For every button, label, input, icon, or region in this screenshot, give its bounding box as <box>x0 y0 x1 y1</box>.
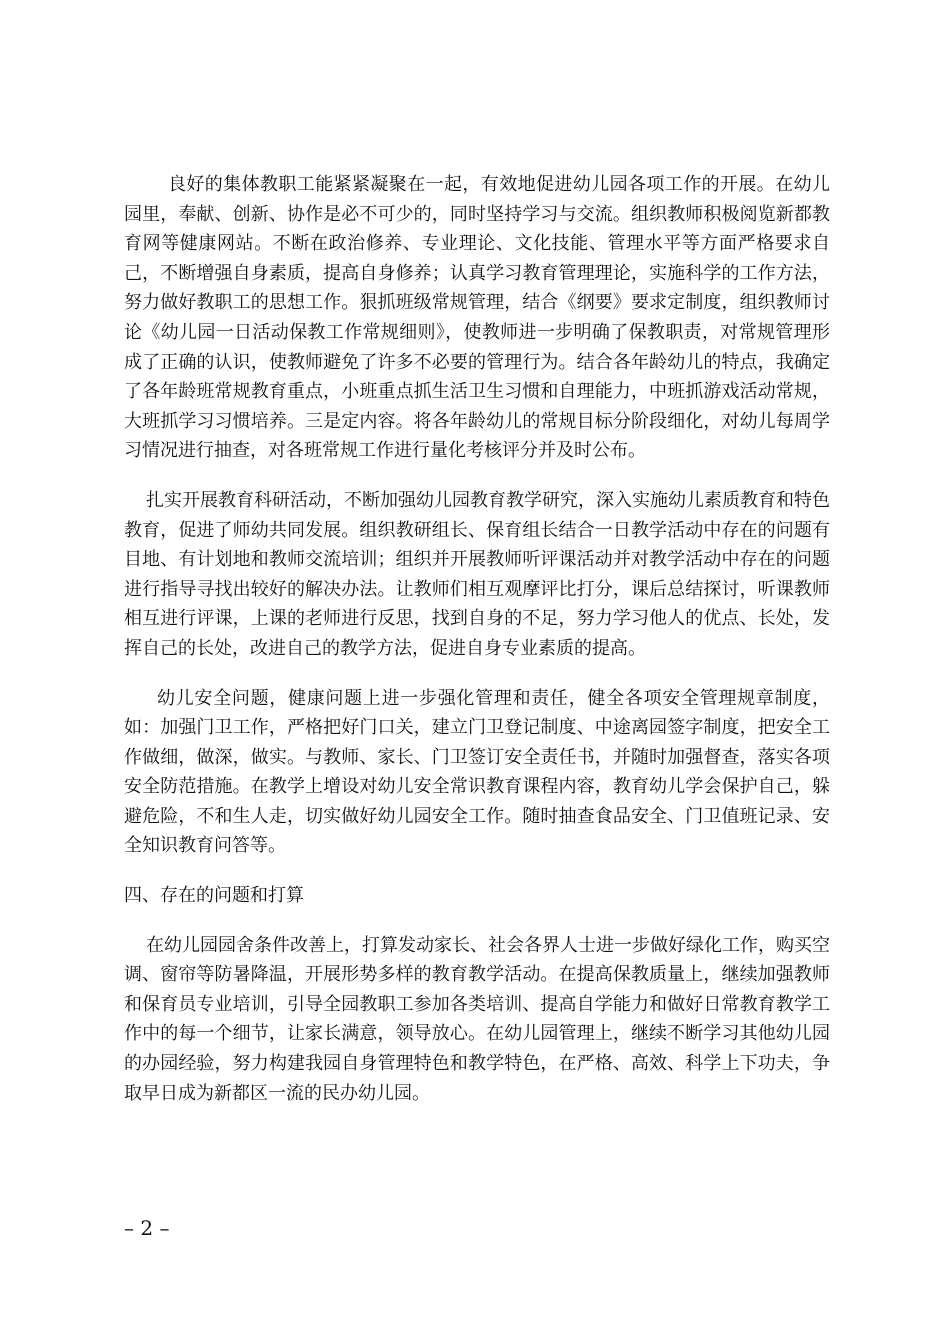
page-number: – 2 – <box>124 1216 170 1240</box>
paragraph-teaching-research: 扎实开展教育科研活动，不断加强幼儿园教育教学研究，深入实施幼儿素质教育和特色教育，促进了师幼共同发展。组织教研组长、保育组长结合一日教学活动中存在的问题有目地、有计划地和教师交流培训；组织并开展教师听评课活动并对教学活动中存在的问题进行指导寻找出较好的解决办法。让教师们相互观摩评比打分，课后总结探讨，听课教师相互进行评课，上课的老师进行反思，找到自身的不足，努力学习他人的优点、长处，发挥自己的长处，改进自己的教学方法，促进自身专业素质的提高。 <box>124 489 830 659</box>
paragraph-plans: 在幼儿园园舍条件改善上，打算发动家长、社会各界人士进一步做好绿化工作，购买空调、窗帘等防暑降温，开展形势多样的教育教学活动。在提高保教质量上，继续加强教师和保育员专业培训，引导全园教职工参加各类培训、提高自学能力和做好日常教育教学工作中的每一个细节，让家长满意，领导放心。在幼儿园管理上，继续不断学习其他幼儿园的办园经验，努力构建我园自身管理特色和教学特色，在严格、高效、科学上下功夫，争取早日成为新都区一流的民办幼儿园。 <box>124 934 830 1104</box>
document-body <box>124 170 830 1108</box>
section-heading: 四、存在的问题和打算 <box>124 885 304 907</box>
paragraph-child-safety: 幼儿安全问题，健康问题上进一步强化管理和责任，健全各项安全管理规章制度，如：加强门卫工作，严格把好门口关，建立门卫登记制度、中途离园签字制度，把安全工作做细，做深，做实。与教师、家长、门卫签订安全责任书，并随时加强督查，落实各项安全防范措施。在教学上增设对幼儿安全常识教育课程内容，教育幼儿学会保护自己，躲避危险，不和生人走，切实做好幼儿园安全工作。随时抽查食品安全、门卫值班记录、安全知识教育问答等。 <box>124 687 830 857</box>
paragraph-staff-cohesion: 良好的集体教职工能紧紧凝聚在一起，有效地促进幼儿园各项工作的开展。在幼儿园里，奉献、创新、协作是必不可少的，同时坚持学习与交流。组织教师积极阅览新都教育网等健康网站。不断在政治修养、专业理论、文化技能、管理水平等方面严格要求自己，不断增强自身素质，提高自身修养；认真学习教育管理理论，实施科学的工作方法，努力做好教职工的思想工作。狠抓班级常规管理，结合《纲要》要求定制度，组织教师讨论《幼儿园一日活动保教工作常规细则》，使教师进一步明确了保教职责，对常规管理形成了正确的认识，使教师避免了许多不必要的管理行为。结合各年龄幼儿的特点，我确定了各年龄班常规教育重点，小班重点抓生活卫生习惯和自理能力，中班抓游戏活动常规，大班抓学习习惯培养。三是定内容。将各年龄幼儿的常规目标分阶段细化，对幼儿每周学习情况进行抽查，对各班常规工作进行量化考核评分并及时公布。 <box>124 174 830 462</box>
